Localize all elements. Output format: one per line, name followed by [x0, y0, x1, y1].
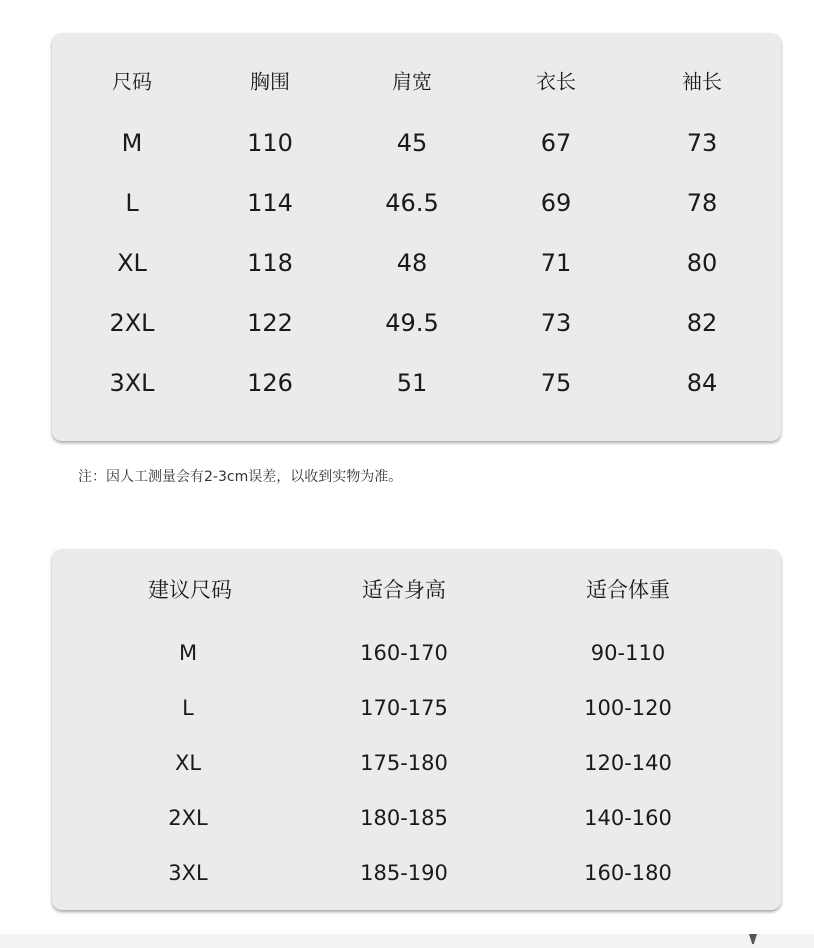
rec-cell: XL	[174, 751, 202, 775]
measurement-note: 注：因人工测量会有2-3cm误差，以收到实物为准。	[78, 469, 403, 485]
size-cell: 84	[686, 369, 718, 397]
size-header-shoulder: 肩宽	[392, 69, 432, 94]
size-cell: 45	[396, 129, 428, 157]
size-cell: XL	[117, 249, 147, 277]
size-cell: 80	[686, 249, 718, 277]
size-cell: 46.5	[385, 189, 439, 217]
rec-cell: 3XL	[168, 861, 208, 885]
size-cell: 78	[686, 189, 718, 217]
size-cell: 48	[396, 249, 428, 277]
size-header-sleeve: 袖长	[682, 69, 722, 94]
rec-cell: L	[182, 696, 194, 720]
size-cell: 122	[247, 309, 293, 337]
next-image-strip	[0, 934, 814, 948]
size-cell: 82	[686, 309, 718, 337]
size-cell: 75	[540, 369, 572, 397]
size-cell: 71	[540, 249, 572, 277]
rec-cell: 185-190	[360, 861, 448, 885]
rec-cell: 160-170	[360, 641, 448, 665]
size-cell: 49.5	[385, 309, 439, 337]
rec-cell: 120-140	[584, 751, 672, 775]
size-cell: 118	[247, 249, 293, 277]
rec-cell: 175-180	[360, 751, 448, 775]
size-cell: 110	[247, 129, 293, 157]
rec-cell: 100-120	[584, 696, 672, 720]
size-cell: 126	[247, 369, 293, 397]
rec-header-height: 适合身高	[362, 578, 446, 602]
size-chart-card	[52, 33, 781, 441]
size-cell: 73	[686, 129, 718, 157]
size-cell: 2XL	[109, 309, 155, 337]
size-cell: L	[125, 189, 139, 217]
size-cell: 51	[396, 369, 428, 397]
rec-cell: 160-180	[584, 861, 672, 885]
size-cell: 114	[247, 189, 293, 217]
size-cell: 67	[540, 129, 572, 157]
rec-cell: 180-185	[360, 806, 448, 830]
recommendation-card	[52, 549, 781, 910]
rec-cell: 140-160	[584, 806, 672, 830]
rec-cell: 90-110	[590, 641, 666, 665]
size-header-size: 尺码	[112, 69, 152, 94]
rec-cell: 170-175	[360, 696, 448, 720]
size-cell: 73	[540, 309, 572, 337]
rec-header-weight: 适合体重	[586, 578, 670, 602]
rec-cell: 2XL	[168, 806, 208, 830]
size-cell: 3XL	[109, 369, 155, 397]
size-header-chest: 胸围	[250, 69, 290, 94]
size-header-length: 衣长	[536, 69, 576, 94]
rec-header-size: 建议尺码	[148, 578, 232, 602]
rec-cell: M	[178, 641, 198, 665]
size-cell: M	[121, 129, 143, 157]
size-cell: 69	[540, 189, 572, 217]
